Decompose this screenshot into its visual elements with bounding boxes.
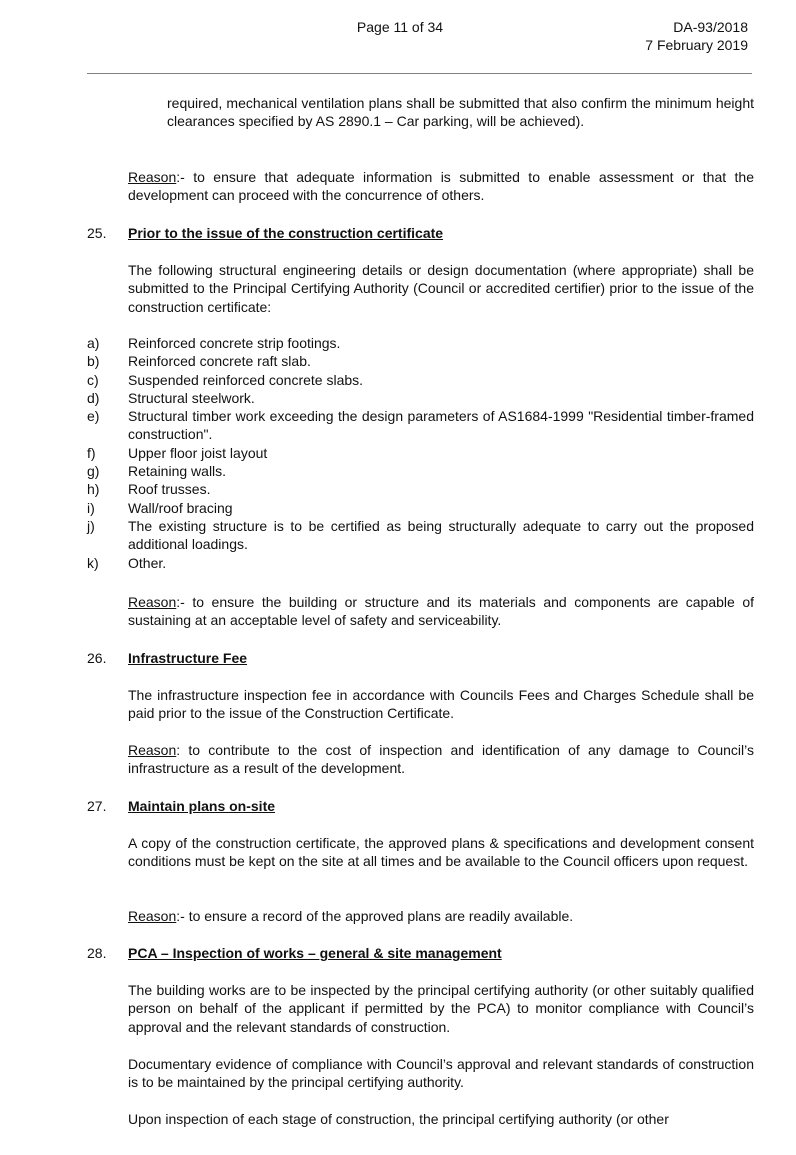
header-divider [87, 73, 752, 74]
list-item-label: c) [87, 371, 99, 388]
list-item-text: The existing structure is to be certified as being structurally adequate to carry out the proposed additional loadings. [128, 517, 754, 553]
list-item-text: Reinforced concrete raft slab. [128, 353, 311, 370]
list-item [87, 352, 754, 370]
condition-number: 28. [87, 945, 107, 961]
list-item-text: Structural steelwork. [128, 389, 255, 406]
document-date: 7 February 2019 [645, 37, 748, 54]
list-item [87, 480, 754, 498]
reason-paragraph [128, 593, 754, 630]
condition-body: The following structural engineering details or design documentation (where appropriate) shall be submitted to the Principal Certifying Authority (Council or accredited certifier) prior to the issue of the construction certificate: [128, 262, 754, 315]
list-item-text: Suspended reinforced concrete slabs. [128, 371, 364, 388]
list-item-text: Wall/roof bracing [128, 499, 233, 516]
condition-number: 25. [87, 225, 107, 241]
list-item-text: Reinforced concrete strip footings. [128, 335, 341, 351]
structural-details-list [87, 334, 754, 572]
list-item [87, 462, 754, 480]
list-item [87, 334, 754, 352]
condition-heading: Maintain plans on-site [128, 798, 276, 814]
condition-body: A copy of the construction certificate, the approved plans & specifications and development consent conditions must be kept on the site at all times and be available to the Council officers upon request. [128, 835, 754, 870]
reference-number: DA-93/2018 [673, 19, 748, 35]
list-item [87, 517, 754, 554]
reason-label: Reason [128, 169, 177, 185]
condition-body: The building works are to be inspected by the principal certifying authority (or other suitably qualified person on behalf of the applicant if permitted by the PCA) to monitor compliance with Council’s approval and the relevant standards of construction. [128, 982, 754, 1035]
document-reference [645, 18, 748, 55]
condition-heading: Prior to the issue of the construction certificate [128, 225, 444, 241]
list-item-text: Structural timber work exceeding the design parameters of AS1684-1999 "Residential timber-framed construction". [128, 408, 754, 443]
list-item-text: Other. [128, 554, 167, 571]
page-number: Page 11 of 34 [356, 19, 444, 35]
condition-number: 26. [87, 650, 107, 666]
reason-text: : to contribute to the cost of inspection and identification of any damage to Council’s infrastructure as a result of the development. [128, 742, 754, 777]
list-item [87, 499, 754, 517]
list-item [87, 554, 754, 572]
reason-label: Reason [128, 908, 177, 924]
list-item-text: Upper floor joist layout [128, 444, 268, 461]
condition-body: Documentary evidence of compliance with Council’s approval and relevant standards of construction is to be maintained by the principal certifying authority. [128, 1056, 754, 1091]
list-item-label: g) [87, 463, 100, 480]
list-item-label: a) [87, 335, 100, 351]
list-item [87, 444, 754, 462]
list-item-label: b) [87, 353, 100, 370]
list-item [87, 389, 754, 407]
reason-paragraph [128, 168, 754, 205]
condition-number: 27. [87, 798, 107, 814]
condition-heading: PCA – Inspection of works – general & site management [128, 945, 502, 961]
continued-paragraph: required, mechanical ventilation plans shall be submitted that also confirm the minimum height clearances specified by AS 2890.1 – Car parking, will be achieved). [167, 95, 754, 130]
reason-text: :- to ensure the building or structure and its materials and components are capable of sustaining at an acceptable level of safety and serviceability. [128, 594, 754, 629]
list-item-label: e) [87, 408, 100, 425]
list-item [87, 407, 754, 444]
list-item-label: k) [87, 554, 99, 571]
reason-paragraph [128, 907, 754, 925]
reason-label: Reason [128, 742, 177, 758]
list-item-label: i) [87, 499, 95, 516]
condition-body: Upon inspection of each stage of construction, the principal certifying authority (or other [128, 1111, 669, 1127]
reason-paragraph [128, 741, 754, 778]
list-item-text: Roof trusses. [128, 481, 211, 498]
list-item-label: f) [87, 444, 96, 461]
reason-text: :- to ensure a record of the approved plans are readily available. [176, 908, 574, 924]
condition-body: The infrastructure inspection fee in accordance with Councils Fees and Charges Schedule shall be paid prior to the issue of the Construction Certificate. [128, 687, 754, 722]
list-item-label: h) [87, 481, 100, 498]
list-item-label: j) [87, 517, 95, 534]
list-item [87, 371, 754, 389]
condition-heading: Infrastructure Fee [128, 650, 248, 666]
list-item-label: d) [87, 389, 100, 406]
list-item-text: Retaining walls. [128, 463, 227, 480]
reason-text: :- to ensure that adequate information is submitted to enable assessment or that the development can proceed with the concurrence of others. [128, 169, 754, 204]
reason-label: Reason [128, 594, 177, 610]
